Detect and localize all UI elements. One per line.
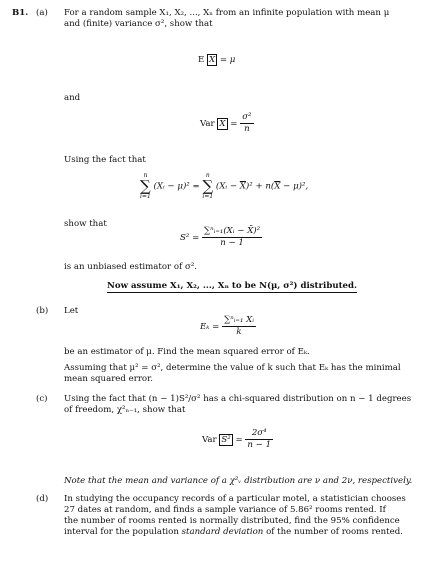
eq-var-den: n bbox=[244, 124, 250, 134]
identity-right-1: (Xᵢ − bbox=[215, 181, 240, 192]
part-d-body bbox=[64, 494, 426, 538]
eq-mean-rhs: = μ bbox=[219, 55, 236, 65]
part-c-body bbox=[64, 394, 424, 416]
part-c-label: (c) bbox=[36, 394, 48, 404]
part-a-intro-line1: For a random sample X₁, X₂, ..., Xₙ from an infinite population with mean μ bbox=[64, 8, 390, 18]
let-text: Let bbox=[64, 306, 79, 316]
ek-lhs: Eₖ = bbox=[200, 322, 220, 332]
var-s2-eq: = bbox=[235, 435, 243, 445]
identity-right-2b: − μ)², bbox=[280, 181, 309, 192]
equation-ek bbox=[200, 315, 256, 338]
part-b-line2: Assuming that μ² = σ², determine the value of k such that Eₖ has the minimal bbox=[64, 363, 401, 373]
ek-numerator: ∑ⁿᵢ₌₁ Xᵢ bbox=[224, 315, 254, 325]
part-d-label: (d) bbox=[36, 494, 49, 504]
var-s2-numerator: 2σ⁴ bbox=[245, 428, 273, 440]
part-a-label: (a) bbox=[36, 8, 48, 18]
eq-var-eq: = bbox=[230, 119, 238, 129]
var-s2-denominator: n − 1 bbox=[247, 440, 272, 450]
eq-var-num: σ² bbox=[242, 112, 252, 122]
equation-sum-identity: n ∑ i=1 (Xᵢ − μ)² = n ∑ i=1 (Xᵢ − $\overline{X})^2 + n(\overline{X} - \mu)^2$, bbox=[140, 172, 309, 200]
var-s2-arg: S² bbox=[221, 435, 231, 445]
part-d-line4-a: interval for the population bbox=[64, 527, 182, 537]
s2-lhs: S² = bbox=[180, 233, 200, 243]
part-d-line4-b: standard deviation bbox=[181, 527, 264, 537]
part-d-line3: the number of rooms rented is normally distributed, find the 95% confidence bbox=[64, 516, 400, 526]
identity-right-1c: )² + n( bbox=[245, 181, 275, 192]
part-b-body bbox=[64, 347, 424, 385]
part-b-label: (b) bbox=[36, 306, 49, 316]
sum-top-2: n bbox=[205, 172, 210, 179]
question-label: B1. bbox=[12, 8, 29, 18]
identity-right-2: $\overline{X}$ bbox=[274, 181, 281, 192]
equation-sample-variance bbox=[180, 226, 262, 249]
identity-right-1b: $\overline{X}$ bbox=[239, 181, 246, 192]
var-s2-lhs: Var bbox=[202, 435, 217, 445]
part-d-line1: In studying the occupancy records of a particular motel, a statistician chooses bbox=[64, 494, 406, 504]
equation-variance-mean bbox=[200, 112, 254, 135]
s2-numerator: ∑ⁿᵢ₌₁(Xᵢ − X̄)² bbox=[204, 226, 261, 236]
sum-bottom-1: i=1 bbox=[140, 193, 151, 200]
equation-expected-mean bbox=[198, 55, 235, 66]
eq-var-arg: $\overline{X}$ bbox=[219, 119, 226, 129]
eq-mean-arg: $\overline{X}$ bbox=[209, 55, 216, 65]
part-b-line3: mean squared error. bbox=[64, 374, 153, 384]
eq-mean-lhs: E bbox=[198, 55, 205, 65]
now-assume-text bbox=[107, 281, 357, 292]
sum-bottom-2: i=1 bbox=[202, 193, 214, 200]
show-that-text: show that bbox=[64, 219, 107, 229]
part-b-line1: be an estimator of μ. Find the mean squared error of Eₖ. bbox=[64, 347, 310, 357]
part-c-line2: of freedom, χ²ₙ₋₁, show that bbox=[64, 405, 186, 415]
sum-top-1: n bbox=[143, 172, 148, 179]
part-a-intro-line2: and (finite) variance σ², show that bbox=[64, 19, 213, 29]
part-c-line1: Using the fact that (n − 1)S²/σ² has a chi-squared distribution on n − 1 degrees bbox=[64, 394, 412, 404]
ek-denominator: k bbox=[236, 327, 242, 337]
identity-left: (Xᵢ − μ)² = bbox=[153, 181, 200, 192]
part-d-line4 bbox=[64, 527, 426, 538]
now-assume-underlined: Now assume X₁, X₂, ..., Xₙ to be N(μ, σ²) distributed. bbox=[107, 281, 358, 291]
part-d-line2: 27 dates at random, and finds a sample variance of 5.86² rooms rented. If bbox=[64, 505, 386, 515]
eq-var-lhs: Var bbox=[200, 119, 215, 129]
chi-square-note: Note that the mean and variance of a χ²ᵥ distribution are ν and 2ν, respectively. bbox=[64, 476, 413, 486]
and-text: and bbox=[64, 93, 81, 103]
part-d-line4-c: of the number of rooms rented. bbox=[263, 527, 403, 537]
using-fact-text: Using the fact that bbox=[64, 155, 146, 165]
unbiased-text: is an unbiased estimator of σ². bbox=[64, 262, 198, 272]
equation-var-s2 bbox=[202, 428, 273, 451]
part-a-intro bbox=[64, 8, 420, 30]
s2-denominator: n − 1 bbox=[220, 238, 244, 248]
